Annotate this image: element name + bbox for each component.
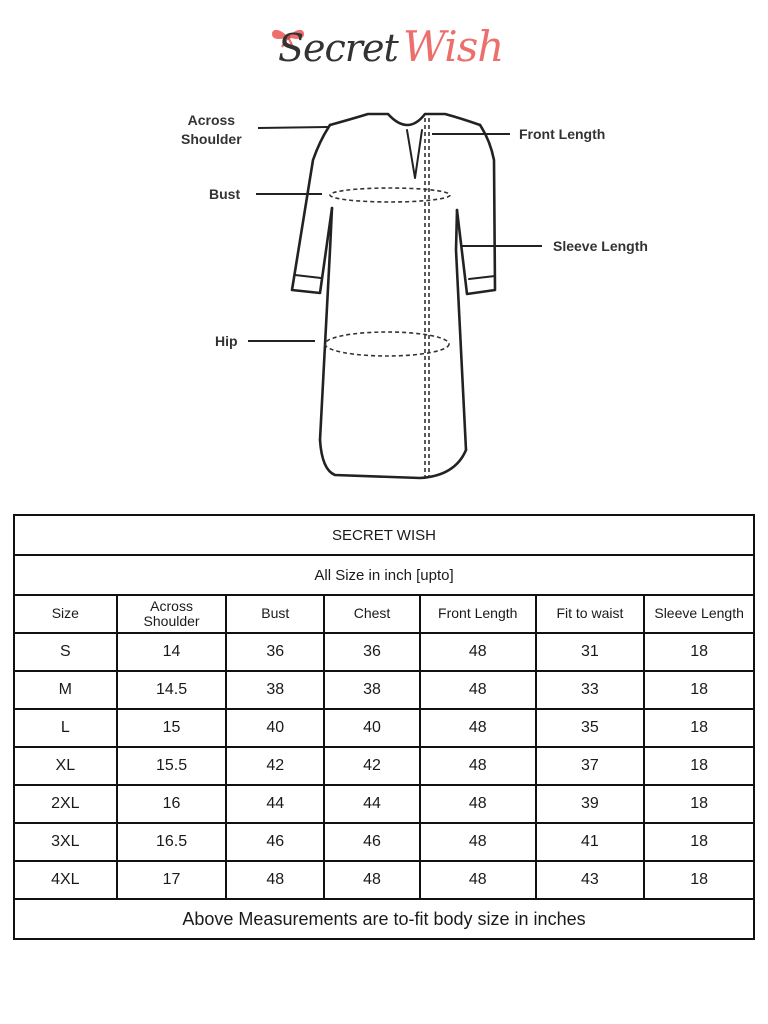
- table-row: [14, 861, 754, 899]
- measurement-cell: 18: [644, 785, 754, 823]
- measurement-cell: 48: [324, 861, 420, 899]
- measurement-cell: 48: [420, 785, 536, 823]
- brand-name-part1: Secret: [278, 26, 398, 70]
- measurement-cell: 40: [226, 709, 324, 747]
- measurement-cell: 17: [117, 861, 227, 899]
- table-header-row: [14, 595, 754, 633]
- header-chest: Chest: [324, 595, 420, 633]
- table-title: SECRET WISH: [14, 515, 754, 555]
- bust-label: Bust: [209, 186, 241, 202]
- table-row: [14, 709, 754, 747]
- size-cell: M: [14, 671, 117, 709]
- measurement-cell: 38: [324, 671, 420, 709]
- brand-name-part2: Wish: [402, 22, 504, 71]
- measurement-cell: 38: [226, 671, 324, 709]
- measurement-cell: 48: [420, 709, 536, 747]
- measurement-cell: 35: [536, 709, 645, 747]
- hip-label: Hip: [215, 333, 238, 349]
- measurement-cell: 31: [536, 633, 645, 671]
- measurement-cell: 15.5: [117, 747, 227, 785]
- across-shoulder-label: Across Shoulder: [181, 112, 242, 147]
- header-across-shoulder: Across Shoulder: [117, 595, 227, 633]
- measurement-cell: 36: [324, 633, 420, 671]
- measurement-cell: 16.5: [117, 823, 227, 861]
- table-subtitle: All Size in inch [upto]: [14, 555, 754, 595]
- measurement-cell: 18: [644, 709, 754, 747]
- brand-logo: [0, 22, 768, 82]
- measurement-cell: 40: [324, 709, 420, 747]
- header-fit-to-waist: Fit to waist: [536, 595, 645, 633]
- measurement-cell: 44: [324, 785, 420, 823]
- table-row: [14, 785, 754, 823]
- table-footer-note: Above Measurements are to-fit body size in inches: [14, 899, 754, 939]
- size-chart-table: [13, 514, 755, 940]
- measurement-diagram: [170, 100, 670, 500]
- sleeve-length-label: Sleeve Length: [553, 238, 648, 254]
- measurement-cell: 18: [644, 633, 754, 671]
- measurement-cell: 16: [117, 785, 227, 823]
- front-length-label: Front Length: [519, 126, 606, 142]
- header-size: Size: [14, 595, 117, 633]
- measurement-cell: 18: [644, 671, 754, 709]
- measurement-cell: 18: [644, 823, 754, 861]
- measurement-cell: 15: [117, 709, 227, 747]
- size-cell: XL: [14, 747, 117, 785]
- header-sleeve-length: Sleeve Length: [644, 595, 754, 633]
- size-cell: 3XL: [14, 823, 117, 861]
- measurement-cell: 42: [324, 747, 420, 785]
- measurement-cell: 33: [536, 671, 645, 709]
- measurement-cell: 44: [226, 785, 324, 823]
- header-front-length: Front Length: [420, 595, 536, 633]
- measurement-cell: 43: [536, 861, 645, 899]
- size-cell: 2XL: [14, 785, 117, 823]
- measurement-cell: 18: [644, 747, 754, 785]
- measurement-cell: 48: [420, 671, 536, 709]
- table-row: [14, 633, 754, 671]
- measurement-cell: 41: [536, 823, 645, 861]
- table-row: [14, 823, 754, 861]
- measurement-cell: 46: [226, 823, 324, 861]
- measurement-cell: 48: [226, 861, 324, 899]
- size-cell: S: [14, 633, 117, 671]
- measurement-cell: 48: [420, 633, 536, 671]
- header-bust: Bust: [226, 595, 324, 633]
- measurement-cell: 48: [420, 823, 536, 861]
- size-rows: [14, 633, 754, 899]
- measurement-cell: 48: [420, 747, 536, 785]
- measurement-cell: 14: [117, 633, 227, 671]
- size-cell: L: [14, 709, 117, 747]
- measurement-cell: 39: [536, 785, 645, 823]
- table-row: [14, 671, 754, 709]
- measurement-cell: 46: [324, 823, 420, 861]
- table-row: [14, 747, 754, 785]
- kurta-illustration: [170, 100, 670, 500]
- measurement-cell: 14.5: [117, 671, 227, 709]
- measurement-cell: 36: [226, 633, 324, 671]
- measurement-cell: 18: [644, 861, 754, 899]
- measurement-cell: 42: [226, 747, 324, 785]
- measurement-cell: 48: [420, 861, 536, 899]
- size-cell: 4XL: [14, 861, 117, 899]
- measurement-cell: 37: [536, 747, 645, 785]
